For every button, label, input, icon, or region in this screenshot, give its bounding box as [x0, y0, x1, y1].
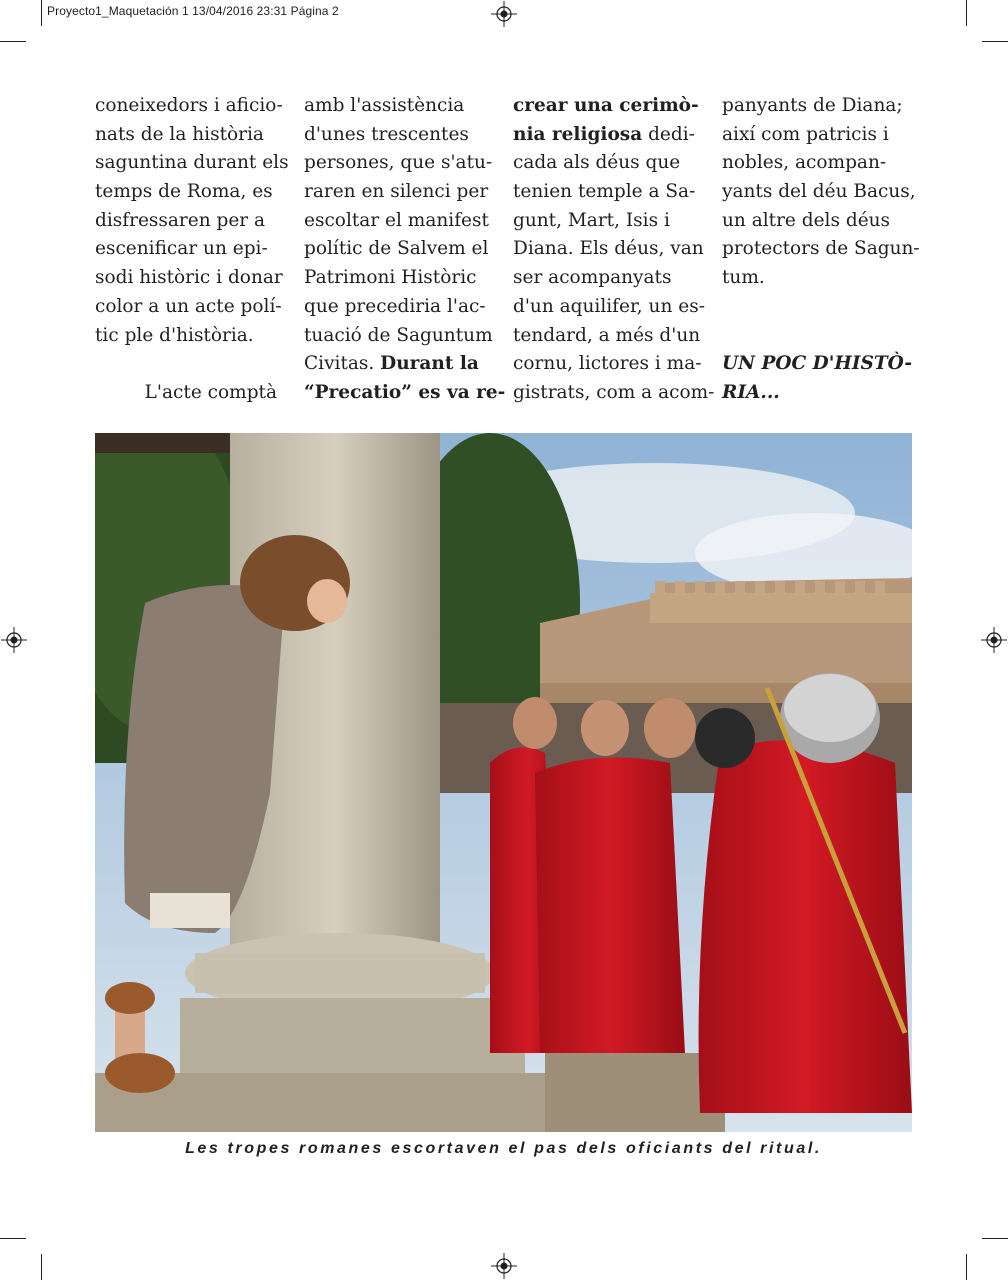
text-line: ser acompanyats [513, 267, 672, 289]
text-line: disfressaren per a [95, 209, 266, 231]
registration-mark-icon [491, 1253, 517, 1279]
text-line: així com patricis i [722, 123, 889, 145]
registration-mark-icon [981, 627, 1007, 653]
text-line: persones, que s'atu- [304, 152, 493, 174]
text-line: tuació de Saguntum [304, 324, 493, 346]
crop-mark [966, 1254, 967, 1280]
text-line: cornu, lictores i ma- [513, 353, 702, 375]
crop-mark [0, 41, 26, 42]
text-line: tendard, a més d'un [513, 324, 701, 346]
text-line: saguntina durant els [95, 152, 289, 174]
slug-line: Proyecto1_Maquetación 1 13/04/2016 23:31 Página 2 [47, 4, 339, 18]
text-line: L'acte comptà [144, 381, 277, 403]
registration-mark-icon [1, 627, 27, 653]
crop-mark [966, 0, 967, 26]
ceremony-photo [95, 433, 912, 1132]
text-line: que precediria l'ac- [304, 295, 486, 317]
text-line: temps de Roma, es [95, 181, 273, 203]
text-column-2 [304, 92, 506, 408]
photo-illustration [95, 433, 912, 1132]
text-line [304, 350, 494, 379]
text-line: tic ple d'història. [95, 324, 254, 346]
text-line: gunt, Mart, Isis i [513, 209, 670, 231]
text-line: d'un aquilifer, un es- [513, 295, 705, 317]
text-line: nobles, acompan- [722, 152, 887, 174]
section-heading: UN POC D'HISTÒ- [722, 353, 913, 375]
text-line: escoltar el manifest [304, 209, 489, 231]
text-line: Patrimoni Històric [304, 267, 477, 289]
text-line: tum. [722, 267, 765, 289]
text-line: nats de la història [95, 123, 264, 145]
text-line: color a un acte polí- [95, 295, 282, 317]
crop-mark [41, 0, 42, 26]
section-heading: RIA... [722, 381, 780, 403]
bold-text-run: nia religiosa [513, 123, 643, 145]
text-line: sodi històric i donar [95, 267, 283, 289]
text-line: un altre dels déus [722, 209, 891, 231]
text-line: coneixedors i aficio- [95, 95, 283, 116]
text-line: raren en silenci per [304, 181, 489, 203]
crop-mark [982, 1238, 1008, 1239]
text-line: polític de Salvem el [304, 238, 489, 260]
bold-text-line: crear una cerimò- [513, 95, 699, 116]
photo-caption: Les tropes romanes escortaven el pas dels oficiants del ritual. [185, 1140, 822, 1157]
text-run: dedi- [642, 123, 695, 145]
text-run: Civitas. [304, 353, 381, 375]
text-line: escenificar un epi- [95, 238, 268, 260]
crop-mark [0, 1238, 26, 1239]
registration-mark-icon [491, 1, 517, 27]
crop-mark [41, 1254, 42, 1280]
text-line: gistrats, com a acom- [513, 381, 715, 403]
text-line: tenien temple a Sa- [513, 181, 696, 203]
text-line: cada als déus que [513, 152, 681, 174]
text-line: protectors de Sagun- [722, 238, 920, 260]
text-line: d'unes trescentes [304, 123, 469, 145]
bold-text-line: “Precatio” es va re- [304, 381, 506, 403]
text-line: yants del déu Bacus, [722, 181, 916, 203]
text-column-1 [95, 92, 289, 408]
text-line: Diana. Els déus, van [513, 238, 704, 260]
text-line [513, 121, 703, 150]
crop-mark [982, 41, 1008, 42]
text-column-4 [722, 92, 920, 408]
text-line: panyants de Diana; [722, 95, 903, 116]
bold-text-run: Durant la [380, 353, 479, 375]
text-column-3 [513, 92, 715, 408]
text-line: amb l'assistència [304, 95, 465, 116]
